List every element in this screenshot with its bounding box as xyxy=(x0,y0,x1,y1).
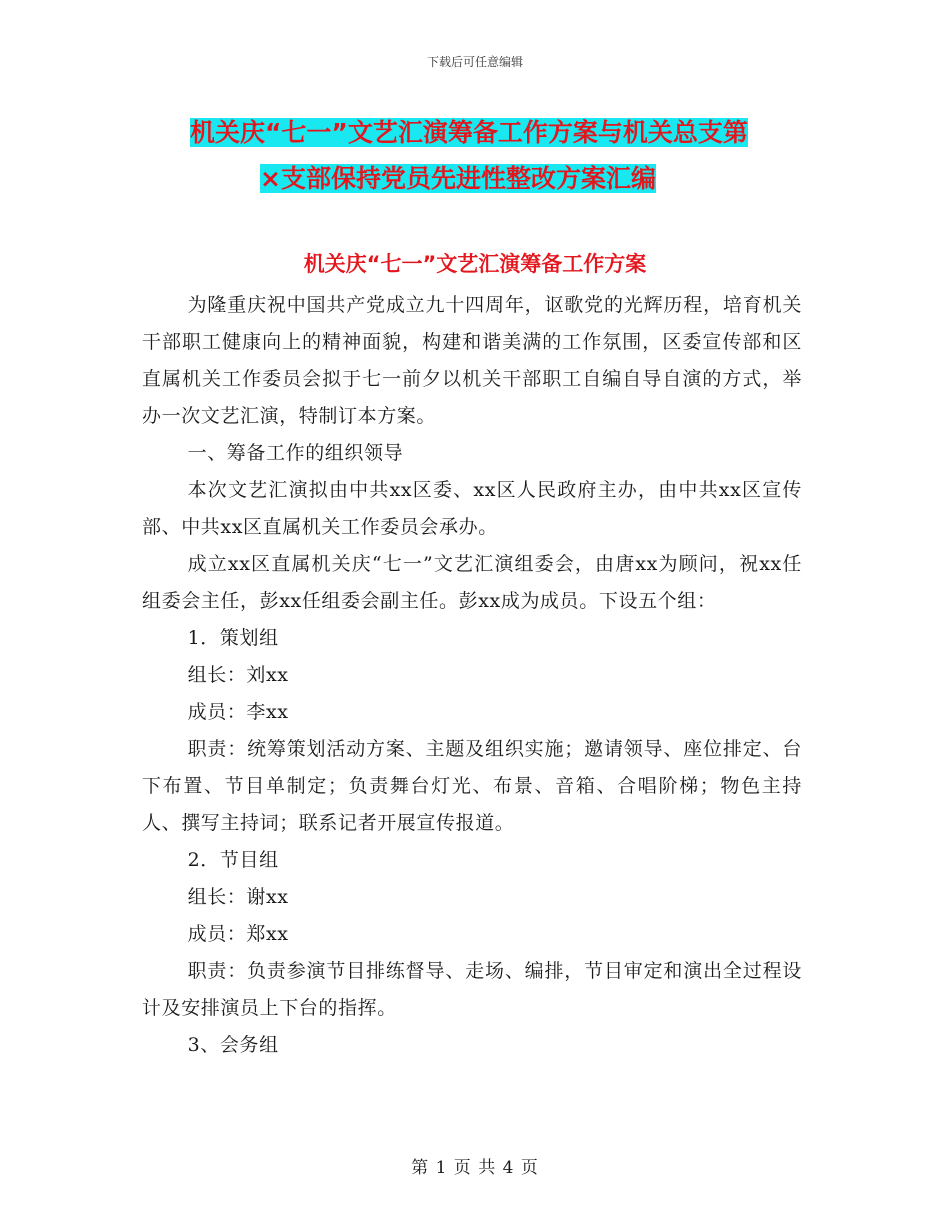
page-header-note: 下载后可任意编辑 xyxy=(426,55,523,69)
document-title-line-1: 机关庆“七一”文艺汇演筹备工作方案与机关总支第 xyxy=(190,118,748,147)
group-planning-heading: 1．策划组 xyxy=(187,627,279,649)
paragraph-intro: 为隆重庆祝中国共产党成立九十四周年，讴歌党的光辉历程，培育机关干部职工健康向上的精神面貌，构建和谐美满的工作氛围，区委宣传部和区直属机关工作委员会拟于七一前夕以机关干部职工自编自导自演的方式，举办一次文艺汇演，特制订本方案。 xyxy=(142,294,802,427)
group-planning-duties: 职责：统筹策划活动方案、主题及组织实施；邀请领导、座位排定、台下布置、节目单制定；负责舞台灯光、布景、音箱、合唱阶梯；物色主持人、撰写主持词；联系记者开展宣传报道。 xyxy=(142,738,802,834)
paragraph-committee: 成立xx区直属机关庆“七一”文艺汇演组委会，由唐xx为顾问，祝xx任组委会主任，彭xx任组委会副主任。彭xx成为成员。下设五个组： xyxy=(142,553,802,612)
group-planning-leader: 组长：刘xx xyxy=(187,664,289,686)
paragraph-organizers: 本次文艺汇演拟由中共xx区委、xx区人民政府主办，由中共xx区宣传部、中共xx区直属机关工作委员会承办。 xyxy=(142,479,802,538)
group-program-leader: 组长：谢xx xyxy=(187,886,289,908)
document-title xyxy=(190,110,830,202)
section-title: 机关庆“七一”文艺汇演筹备工作方案 xyxy=(303,252,647,276)
heading-organization: 一、筹备工作的组织领导 xyxy=(187,442,404,464)
group-program-duties: 职责：负责参演节目排练督导、走场、编排，节目审定和演出全过程设计及安排演员上下台的指挥。 xyxy=(142,960,802,1019)
group-planning-member: 成员：李xx xyxy=(187,701,289,723)
page-number: 第 1 页 共 4 页 xyxy=(411,1158,539,1178)
group-program-member: 成员：郑xx xyxy=(187,923,289,945)
group-meeting-heading: 3、会务组 xyxy=(187,1034,279,1056)
document-body xyxy=(142,287,802,1064)
document-title-line-2: ×支部保持党员先进性整改方案汇编 xyxy=(260,164,656,193)
group-program-heading: 2．节目组 xyxy=(187,849,279,871)
